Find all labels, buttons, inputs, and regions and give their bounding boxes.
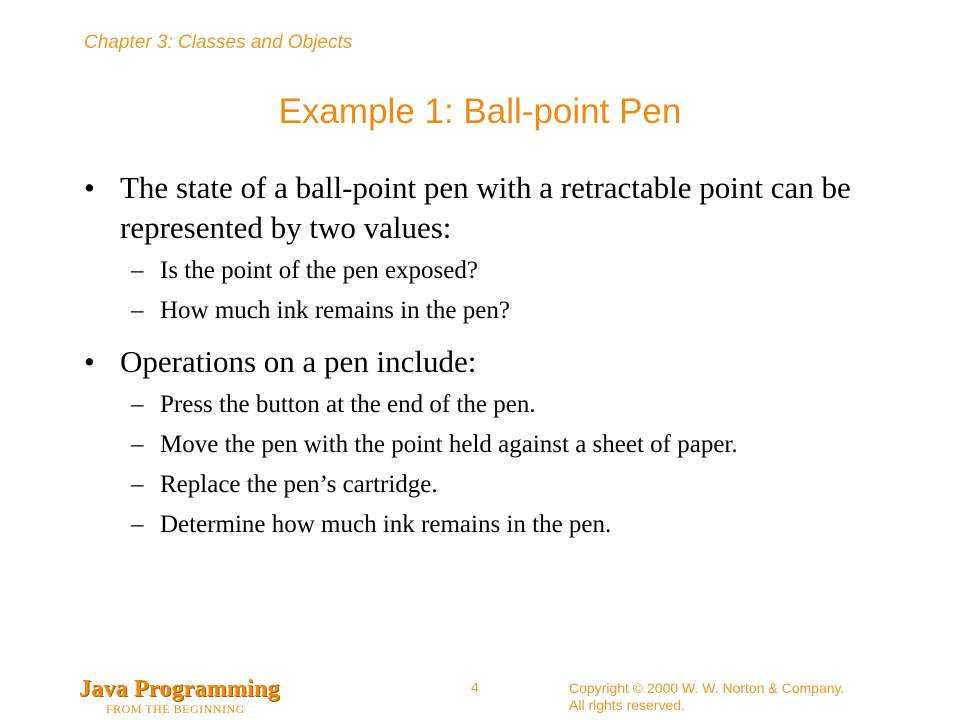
sub-item	[84, 388, 884, 422]
sub-item-text: Move the pen with the point held against a sheet of paper.	[160, 431, 738, 458]
sub-item	[84, 468, 884, 502]
java-programming-logo	[79, 676, 280, 717]
bullet-text: The state of a ball-point pen with a retractable point can be represented by two values:	[120, 170, 851, 245]
copyright-notice	[569, 680, 844, 714]
copyright-line: All rights reserved.	[569, 697, 685, 713]
sub-item-text: Determine how much ink remains in the pen.	[160, 511, 612, 538]
bullet-item	[84, 168, 884, 248]
page-number: 4	[471, 679, 479, 695]
dash-icon: –	[131, 391, 144, 418]
dash-icon: –	[131, 297, 144, 324]
bullet-item	[84, 342, 884, 382]
slide-content	[84, 168, 884, 542]
sub-item-text: Is the point of the pen exposed?	[160, 257, 478, 284]
bullet-icon: •	[84, 344, 95, 379]
dash-icon: –	[131, 511, 144, 538]
bullet-text: Operations on a pen include:	[120, 344, 477, 379]
logo-subtitle: FROM THE BEGINNING	[106, 702, 245, 716]
sub-item	[84, 254, 884, 288]
sub-item	[84, 508, 884, 542]
dash-icon: –	[131, 257, 144, 284]
dash-icon: –	[131, 471, 144, 498]
chapter-header: Chapter 3: Classes and Objects	[84, 32, 353, 53]
dash-icon: –	[131, 431, 144, 458]
sub-item	[84, 428, 884, 462]
slide-title: Example 1: Ball-point Pen	[278, 92, 682, 131]
copyright-line: Copyright © 2000 W. W. Norton & Company.	[569, 680, 845, 696]
logo-title: Java Programming	[79, 676, 280, 702]
bullet-icon: •	[84, 170, 95, 205]
sub-item-text: How much ink remains in the pen?	[160, 297, 510, 324]
sub-item-text: Replace the pen’s cartridge.	[160, 471, 438, 498]
sub-item	[84, 294, 884, 328]
sub-item-text: Press the button at the end of the pen.	[160, 391, 536, 418]
